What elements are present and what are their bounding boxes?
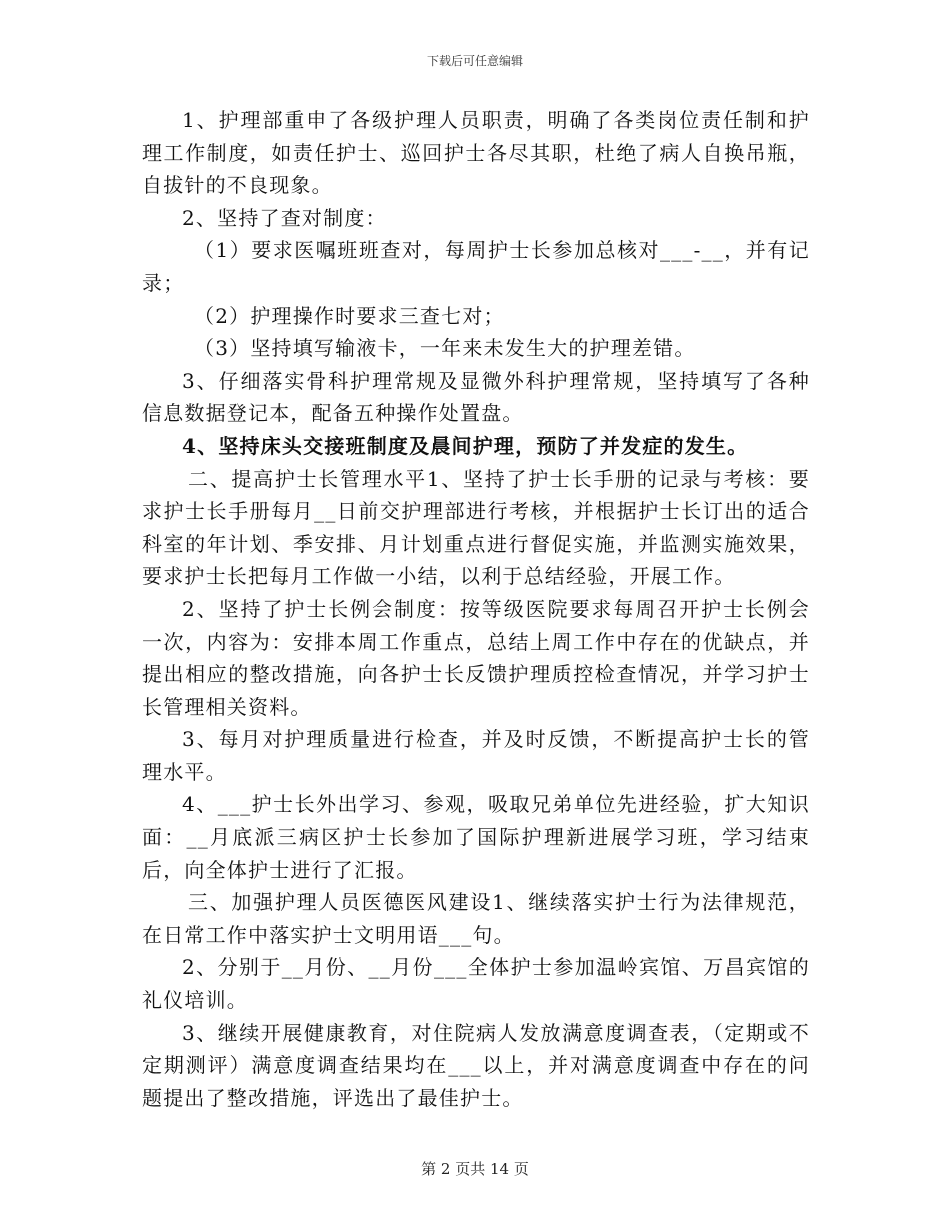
paragraph-4: （2）护理操作时要求三查七对； xyxy=(194,303,505,328)
page-footer: 第 2 页共 14 页 xyxy=(421,1160,529,1178)
paragraph-11: 4、___护士长外出学习、参观，吸取兄弟单位先进经验，扩大知识面：__月底派三病区护士长参加了国际护理新进展学习班，学习结束后，向全体护士进行了汇报。 xyxy=(142,792,810,882)
paragraph-2: 2、坚持了查对制度： xyxy=(182,205,387,230)
paragraph-13: 2、分别于__月份、__月份___全体护士参加温岭宾馆、万昌宾馆的礼仪培训。 xyxy=(142,955,810,1013)
paragraph-10: 3、每月对护理质量进行检查，并及时反馈，不断提高护士长的管理水平。 xyxy=(142,727,810,784)
paragraph-14: 3、继续开展健康教育，对住院病人发放满意度调查表，（定期或不定期测评）满意度调查结果均在___以上，并对满意度调查中存在的问题提出了整改措施，评选出了最佳护士。 xyxy=(142,1020,810,1110)
paragraph-6: 3、仔细落实骨科护理常规及显微外科护理常规，坚持填写了各种信息数据登记本，配备五种操作处置盘。 xyxy=(142,368,810,426)
paragraph-3: （1）要求医嘱班班查对，每周护士长参加总核对___-__，并有记录； xyxy=(142,238,810,295)
document-body xyxy=(142,104,810,1114)
paragraph-7-bold: 4、坚持床头交接班制度及晨间护理，预防了并发症的发生。 xyxy=(182,433,749,458)
paragraph-1: 1、护理部重申了各级护理人员职责，明确了各类岗位责任制和护理工作制度，如责任护士、巡回护士各尽其职，杜绝了病人自换吊瓶，自拔针的不良现象。 xyxy=(142,108,810,198)
paragraph-5: （3）坚持填写输液卡，一年来未发生大的护理差错。 xyxy=(194,336,696,361)
paragraph-9: 2、坚持了护士长例会制度：按等级医院要求每周召开护士长例会一次，内容为：安排本周工作重点，总结上周工作中存在的优缺点，并提出相应的整改措施，向各护士长反馈护理质控检查情况，并学习护士长管理相关资料。 xyxy=(142,596,810,719)
paragraph-8: 二、提高护士长管理水平1、坚持了护士长手册的记录与考核：要求护士长手册每月__日前交护理部进行考核，并根据护士长订出的适合科室的年计划、季安排、月计划重点进行督促实施，并监测实施效果，要求护士长把每月工作做一小结，以利于总结经验，开展工作。 xyxy=(142,466,810,589)
page-header: 下载后可任意编辑 xyxy=(426,54,523,68)
paragraph-12: 三、加强护理人员医德医风建设1、继续落实护士行为法律规范，在日常工作中落实护士文明用语___句。 xyxy=(142,890,810,947)
